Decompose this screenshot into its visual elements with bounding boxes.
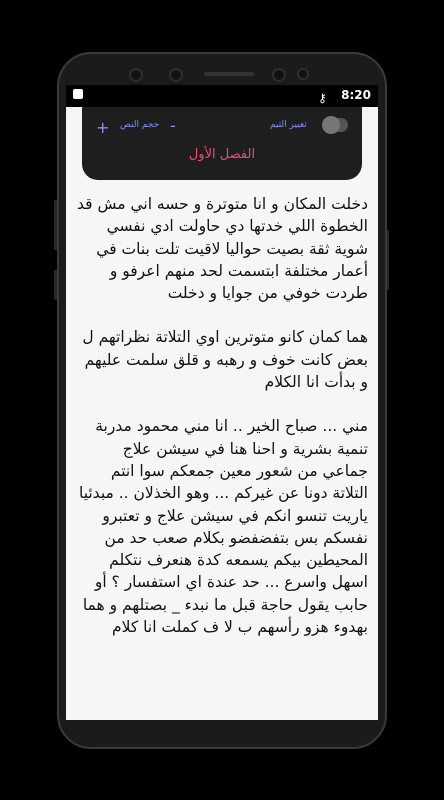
toggle-knob (322, 116, 340, 134)
key-icon: ⚷ (318, 91, 327, 105)
app-screen (66, 85, 378, 720)
paragraph: مني ... صباح الخير .. انا مني محمود مدربة تنمية بشرية و احنا هنا في سيشن علاج جماعي من شعور معين جمعكم سوا انتم التلاتة دونا عن غيركم ... وهو الخذلان .. مبدئيا ياريت تنسو انكم في سيشن علاج و تعتبرو نفسكم بس بتفضفضو بكلام صعب حد من المحيطين بيكم يسمعه كدة هنعرف نتكلم اسهل واسرع ... حد عندة اي استفسار ؟ أو حابب يقول حاجة قبل ما نبدء _ بصتلهم و هما بهدوء هزو رأسهم ب لا ف كملت انا كلام (78, 417, 368, 637)
increase-font-button[interactable]: + (96, 118, 110, 137)
paragraph: هما كمان كانو متوترين اوي التلاتة نظراتهم ل بعض كانت خوف و رهبه و قلق سلمت عليهم و بدأت انا الكلام (82, 328, 368, 392)
font-size-label: حجم النص (120, 120, 160, 130)
theme-toggle[interactable] (322, 118, 348, 132)
earpiece-speaker (204, 72, 254, 76)
paragraph: دخلت المكان و انا متوترة و حسه اني مش قد الخطوة اللي خدتها دي حاولت ادي نفسي شوية ثقة بصيت حواليا لاقيت تلت بنات في أعمار مختلفة ابتسمت لحد منهم اعرفو و طردت خوفي من جوايا و دخلت (77, 195, 368, 303)
front-camera (272, 68, 286, 82)
front-camera (169, 68, 183, 82)
decrease-font-button[interactable]: - (170, 116, 176, 135)
status-time: 8:20 (341, 88, 371, 102)
theme-label: تغيير الثيم (270, 120, 307, 130)
front-camera (297, 68, 309, 80)
front-camera (129, 68, 143, 82)
chapter-title: الفصل الأول (188, 147, 256, 162)
reader-settings-panel (82, 107, 362, 180)
image-icon (73, 89, 83, 99)
status-bar (66, 85, 378, 107)
story-content (76, 193, 368, 660)
